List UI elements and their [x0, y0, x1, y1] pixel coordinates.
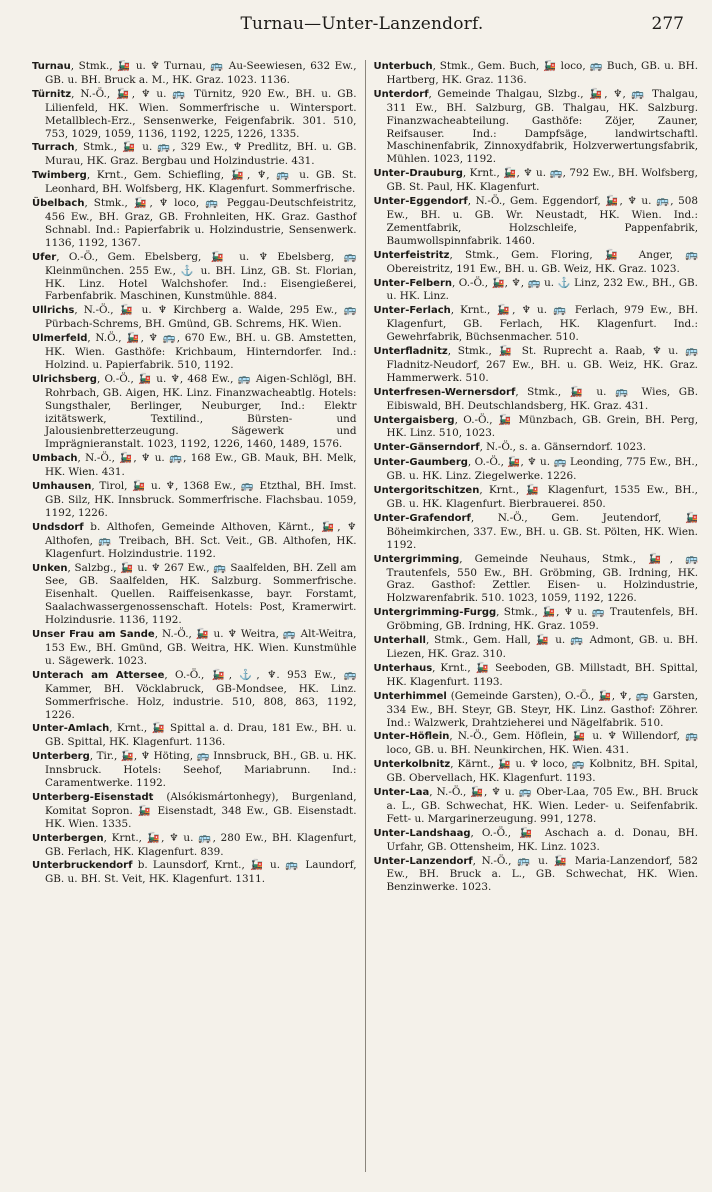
entry-text: (Alsókismártonhegy), Burgenland, Komitat Sopron. 🚂 Eisenstadt, 348 Ew., GB. Eisenstadt. HK. Wien. 1335.	[45, 790, 357, 830]
entry-text: , Tir., 🚂, ♆ Höting, 🚌 Innsbruck, BH., GB. u. HK. Innsbruck. Hotels: Seehof, Mariabrunn. Ind.: Caramentwerke. 1192.	[45, 750, 357, 790]
directory-entry	[32, 722, 357, 749]
directory-entry	[32, 521, 357, 561]
directory-entry	[32, 628, 357, 668]
entry-headword: Umbach	[32, 453, 78, 465]
columns	[32, 60, 698, 1172]
entry-headword: Undsdorf	[32, 521, 84, 533]
directory-entry	[374, 553, 699, 606]
entry-text: , O.-Ö., 🚂 u. ♆, 468 Ew., 🚌 Aigen-Schlögl, BH. Rohrbach, GB. Aigen, HK. Linz. Finanzwacheabtlg. Hotels: Sungsthaler, Berlinger, Neuburger, Ind.: Elektr izitätswerk, Textilind., Bürsten- und Jalousienbretterzeugung. Sägewerk und Imprägnieranstalt. 1023, 1192, 1226, 1460, 1489, 1576.	[45, 372, 357, 451]
entry-text: , O.-Ö., Gem. Ebelsberg, 🚂 u. ♆ Ebelsberg, 🚌 Kleinmünchen. 255 Ew., ⚓ u. BH. Linz, GB. St. Florian, HK. Linz. Hotel Walchshofer. Ind.: Eisengießerei, Farbenfabrik. Maschinen, Kunstmühle. 884.	[45, 250, 357, 303]
entry-text: , Stmk., 🚂 St. Ruprecht a. Raab, ♆ u. 🚌 Fladnitz-Neudorf, 267 Ew., BH. u. GB. Weiz, HK. Graz. Hammerwerk. 510.	[386, 345, 698, 384]
entry-text: , Stmk., 🚂 u. 🚌 Wies, GB. Eibiswald, BH. Deutschlandsberg, HK. Graz. 431.	[386, 385, 698, 412]
entry-headword: Unter-Landshaag	[373, 827, 471, 839]
entry-text: , Krnt., Gem. Schiefling, 🚂, ♆, 🚌 u. GB. St. Leonhard, BH. Wolfsberg, HK. Klagenfurt. Sommerfrische.	[45, 169, 357, 196]
entry-text: b. Launsdorf, Krnt., 🚂 u. 🚌 Laundorf, GB. u. BH. St. Veit, HK. Klagenfurt. 1311.	[45, 859, 357, 886]
entry-text: , Stmk., Gem. Buch, 🚂 loco, 🚌 Buch, GB. u. BH. Hartberg, HK. Graz. 1136.	[386, 60, 698, 86]
entry-headword: Unterbergen	[32, 832, 104, 844]
entry-text: , Salzbg., 🚂 u. ♆ 267 Ew., 🚌 Saalfelden, BH. Zell am See, GB. Saalfelden, HK. Salzburg. Sommerfrische. Eisenhalt. Quellen. Raiffeisenkasse, bayr. Forstamt, Saalachwassergenossenschaft. Hotels: Post, Kramerwirt. Holzindusrie. 1136, 1192.	[45, 561, 357, 627]
directory-entry	[374, 167, 699, 194]
entry-headword: Unken	[32, 562, 68, 574]
entry-headword: Ullrichs	[32, 305, 75, 317]
entry-headword: Unterberg	[32, 751, 90, 763]
directory-entry	[32, 750, 357, 790]
directory-entry	[32, 197, 357, 250]
entry-headword: Unterfladnitz	[373, 346, 448, 358]
directory-entry	[374, 690, 699, 730]
entry-text: , N.Ö., 🚂, ♆ 🚌, 670 Ew., BH. u. GB. Amstetten, HK. Wien. Gasthöfe: Krichbaum, Hinterndorfer. Ind.: Holzind. u. Papierfabrik. 510, 1192.	[45, 332, 357, 371]
directory-entry	[374, 484, 699, 511]
entry-text: , N.-Ö., 🚂, ♆ u. 🚌 Ober-Laa, 705 Ew., BH. Bruck a. L., GB. Schwechat, HK. Wien. Leder- u. Seifenfabrik. Fett- u. Margarinerzeugung. 991, 1278.	[386, 786, 698, 825]
entry-text: , N.-Ö., s. a. Gänserndorf. 1023.	[479, 441, 646, 454]
entry-text: , Krnt., 🚂, ♆ u. 🚌 Ferlach, 979 Ew., BH. Klagenfurt, GB. Ferlach, HK. Klagenfurt. Ind.: Gewehrfabrik, Büchsenmacher. 510.	[386, 304, 698, 344]
entry-headword: Untergaisberg	[373, 414, 455, 426]
entry-headword: Unter-Lanzendorf	[373, 855, 473, 867]
entry-headword: Unterfeistritz	[373, 249, 450, 261]
entry-headword: Untergoritschitzen	[373, 485, 480, 497]
entry-text: , O.-Ö., 🚂, ♆ u. 🚌 Leonding, 775 Ew., BH., GB. u. HK. Linz. Ziegelwerke. 1226.	[386, 456, 698, 483]
entry-text: , Krnt., 🚂 Seeboden, GB. Millstadt, BH. Spittal, HK. Klagenfurt. 1193.	[386, 661, 698, 688]
left-column	[32, 60, 366, 1172]
entry-headword: Unter-Drauburg	[373, 168, 463, 180]
entry-text: , O.-Ö., 🚂 Münzbach, GB. Grein, BH. Perg, HK. Linz. 510, 1023.	[386, 413, 698, 440]
entry-headword: Unterhall	[373, 635, 426, 647]
entry-text: , Krnt., 🚂, ♆ u. 🚌, 792 Ew., BH. Wolfsberg, GB. St. Paul, HK. Klagenfurt.	[386, 167, 698, 194]
entry-text: , Gemeinde Thalgau, Slzbg., 🚂, ♆, 🚌 Thalgau, 311 Ew., BH. Salzburg, GB. Thalgau, HK. Salzburg. Finanzwacheabteilung. Gasthöfe: Zöjer, Zauner, Reifsauser. Ind.: Dampfsäge, landwirtschaftl. Maschinenfabrik, Zinnoxydfabrik, Holzverwertungsfabrik, Mühlen. 1023, 1192.	[386, 87, 698, 166]
entry-text: , N.-Ö., 🚂 u. ♆ Kirchberg a. Walde, 295 Ew., 🚌 Pürbach-Schrems, BH. Gmünd, GB. Schrems, HK. Wien.	[45, 304, 357, 331]
entry-headword: Umhausen	[32, 481, 92, 493]
entry-headword: Unter-Laa	[373, 787, 430, 799]
running-title: Turnau—Unter-Lanzendorf.	[240, 14, 484, 34]
entry-headword: Ufer	[32, 251, 57, 263]
directory-entry	[374, 456, 699, 483]
directory-entry	[32, 332, 357, 372]
entry-headword: Unterkolbnitz	[373, 759, 451, 771]
directory-entry	[374, 512, 699, 552]
directory-entry	[374, 855, 699, 895]
right-column	[366, 60, 699, 1172]
directory-entry	[32, 141, 357, 168]
entry-headword: Unter-Felbern	[373, 277, 453, 289]
page-number: 277	[651, 14, 684, 34]
entry-headword: Unter-Gänserndorf	[373, 442, 480, 454]
entry-headword: Unter-Amlach	[32, 723, 110, 735]
entry-headword: Unterbruckendorf	[32, 860, 133, 872]
entry-headword: Unter-Gaumberg	[373, 457, 468, 469]
entry-text: , O.-Ö., 🚂, ⚓, ♆. 953 Ew., 🚌 Kammer, BH. Vöcklabruck, GB-Mondsee, HK. Linz. Sommerfrische. Holz, industrie. 510, 808, 863, 1192, 1226.	[45, 668, 357, 721]
entry-text: , N.-Ö., 🚂 u. ♆ Weitra, 🚌 Alt-Weitra, 153 Ew., BH. Gmünd, GB. Weitra, HK. Wien. Kunstmühle u. Sägewerk. 1023.	[45, 628, 357, 667]
directory-entry	[374, 60, 699, 87]
directory-entry	[374, 277, 699, 304]
entry-headword: Ulrichsberg	[32, 373, 97, 385]
entry-headword: Unter-Grafendorf	[373, 512, 471, 524]
entry-headword: Übelbach	[32, 198, 85, 210]
entry-text: , O.-Ö., 🚂 Aschach a. d. Donau, BH. Urfahr, GB. Ottensheim, HK. Linz. 1023.	[386, 826, 698, 853]
entry-text: , Gemeinde Neuhaus, Stmk., 🚂, 🚌 Trautenfels, 550 Ew., BH. Gröbming, GB. Irdning, HK. Graz. Gasthof: Zettler. Eisen- u. Holzindustrie, Holzwarenfabrik. 510. 1023, 1059, 1192, 1226.	[386, 552, 698, 605]
entry-headword: Untergrimming	[373, 553, 460, 565]
entry-text: , Stmk., 🚂, ♆ loco, 🚌 Peggau-Deutschfeistritz, 456 Ew., BH. Graz, GB. Frohnleiten, HK. Graz. Gasthof Schnabl. Ind.: Papierfabrik u. Holzindustrie, Sensenwerk. 1136, 1192, 1367.	[45, 197, 357, 249]
entry-headword: Unterhaus	[373, 662, 433, 674]
entry-headword: Unterfresen-Wernersdorf	[373, 386, 516, 398]
directory-entry	[374, 249, 699, 276]
entry-text: , N.-Ö., 🚌 u. 🚂 Maria-Lanzendorf, 582 Ew., BH. Bruck a. L., GB. Schwechat, HK. Wien. Benzinwerke. 1023.	[386, 854, 698, 894]
entry-headword: Ulmerfeld	[32, 333, 88, 345]
entry-text: (Gemeinde Garsten), O.-Ö., 🚂, ♆, 🚌 Garsten, 334 Ew., BH. Steyr, GB. Steyr, HK. Linz. Gasthof: Zöhrer. Ind.: Walzwerk, Drahtzieherei und Nägelfabrik. 510.	[386, 689, 698, 729]
entry-text: , Stmk., Gem. Hall, 🚂 u. 🚌 Admont, GB. u. BH. Liezen, HK. Graz. 310.	[386, 634, 698, 660]
directory-entry	[374, 386, 699, 413]
directory-entry	[374, 758, 699, 785]
directory-entry	[32, 88, 357, 141]
entry-text: , Kärnt., 🚂 u. ♆ loco, 🚌 Kolbnitz, BH. Spital, GB. Obervellach, HK. Klagenfurt. 1193.	[386, 758, 698, 785]
page-header	[32, 14, 692, 42]
entry-headword: Unterhimmel	[373, 690, 447, 702]
entry-headword: Türnitz	[32, 88, 72, 100]
directory-entry	[374, 304, 699, 344]
entry-text: , Krnt., 🚂 Klagenfurt, 1535 Ew., BH., GB. u. HK. Klagenfurt. Bierbrauerei. 850.	[386, 484, 698, 510]
entry-headword: Twimberg	[32, 170, 87, 182]
directory-entry	[374, 195, 699, 248]
directory-entry	[32, 373, 357, 451]
directory-entry	[32, 304, 357, 331]
entry-text: , N.-Ö., Gem. Höflein, 🚂 u. ♆ Willendorf, 🚌 loco, GB. u. BH. Neunkirchen, HK. Wien. 431.	[386, 730, 698, 757]
directory-entry	[32, 669, 357, 722]
entry-headword: Unter-Eggendorf	[373, 196, 468, 208]
directory-entry	[32, 832, 357, 859]
directory-entry	[32, 169, 357, 196]
entry-headword: Unterach am Attersee	[32, 669, 165, 681]
entry-text: , Stmk., 🚂 u. ♆ Turnau, 🚌 Au-Seewiesen, 632 Ew., GB. u. BH. Bruck a. M., HK. Graz. 1023. 1136.	[45, 60, 357, 86]
entry-headword: Unser Frau am Sande	[32, 629, 155, 641]
entry-headword: Untergrimming-Furgg	[373, 607, 497, 619]
entry-headword: Unterdorf	[373, 88, 429, 100]
entry-headword: Unterberg-Eisenstadt	[32, 791, 154, 803]
entry-headword: Unter-Höflein	[373, 731, 450, 743]
entry-text: , Krnt., 🚂 Spittal a. d. Drau, 181 Ew., BH. u. GB. Spittal, HK. Klagenfurt. 1136.	[45, 722, 357, 749]
directory-entry	[374, 634, 699, 661]
directory-entry	[32, 480, 357, 520]
directory-entry	[32, 791, 357, 831]
directory-entry	[374, 345, 699, 385]
directory-entry	[374, 827, 699, 854]
entry-text: , Krnt., 🚂, ♆ u. 🚌, 280 Ew., BH. Klagenfurt, GB. Ferlach, HK. Klagenfurt. 839.	[45, 831, 357, 858]
directory-entry	[374, 662, 699, 689]
entry-headword: Unterbuch	[373, 61, 433, 72]
entry-text: , N.-Ö., 🚂, ♆ u. 🚌, 168 Ew., GB. Mauk, BH. Melk, HK. Wien. 431.	[45, 452, 357, 479]
entry-text: , N.-Ö., 🚂, ♆ u. 🚌 Türnitz, 920 Ew., BH. u. GB. Lilienfeld, HK. Wien. Sommerfrische u. Wintersport. Metallblech-Erz., Sensenwerke, Feigenfabrik. 301. 510, 753, 1029, 1059, 1136, 1192, 1225, 1226, 1335.	[45, 87, 357, 140]
entry-headword: Unter-Ferlach	[373, 305, 451, 317]
directory-entry	[374, 88, 699, 166]
entry-text: b. Althofen, Gemeinde Althoven, Kärnt., 🚂, ♆ Althofen, 🚌 Treibach, BH. Sct. Veit., GB. Althofen, HK. Klagenfurt. Holzindustrie. 1192.	[45, 520, 357, 560]
directory-entry	[374, 414, 699, 441]
directory-entry	[374, 441, 699, 455]
entry-text: , Stmk., Gem. Floring, 🚂 Anger, 🚌 Obereistritz, 191 Ew., BH. u. GB. Weiz, HK. Graz. 1023.	[386, 248, 698, 275]
directory-entry	[32, 562, 357, 628]
directory-entry	[32, 60, 357, 87]
directory-entry	[32, 452, 357, 479]
directory-entry	[32, 251, 357, 304]
entry-text: , N.-Ö., Gem. Eggendorf, 🚂, ♆ u. 🚌, 508 Ew., BH. u. GB. Wr. Neustadt, HK. Wien. Ind.: Zementfabrik, Holzschleife, Pappenfabrik, Baumwollspinnfabrik. 1460.	[386, 195, 698, 247]
directory-entry	[374, 730, 699, 757]
entry-text: , O.-Ö., 🚂, ♆, 🚌 u. ⚓ Linz, 232 Ew., BH., GB. u. HK. Linz.	[386, 276, 698, 303]
entry-text: , Stmk., 🚂 u. 🚌, 329 Ew., ♆ Predlitz, BH. u. GB. Murau, HK. Graz. Bergbau und Holzindustrie. 431.	[45, 141, 357, 168]
entry-text: , N.-Ö., Gem. Jeutendorf, 🚂 Böheimkirchen, 337. Ew., BH. u. GB. St. Pölten, HK. Wien. 1192.	[386, 511, 698, 551]
entry-text: , Tirol, 🚂 u. ♆, 1368 Ew., 🚌 Etzthal, BH. Imst. GB. Silz, HK. Innsbruck. Sommerfrische. Flachsbau. 1059, 1192, 1226.	[45, 480, 357, 519]
entry-headword: Turnau	[32, 61, 71, 72]
directory-entry	[32, 859, 357, 886]
directory-entry	[374, 786, 699, 826]
entry-headword: Turrach	[32, 142, 75, 154]
entry-text: , Stmk., 🚂, ♆ u. 🚌 Trautenfels, BH. Gröbming, GB. Irdning, HK. Graz. 1059.	[386, 606, 698, 633]
directory-entry	[374, 606, 699, 633]
